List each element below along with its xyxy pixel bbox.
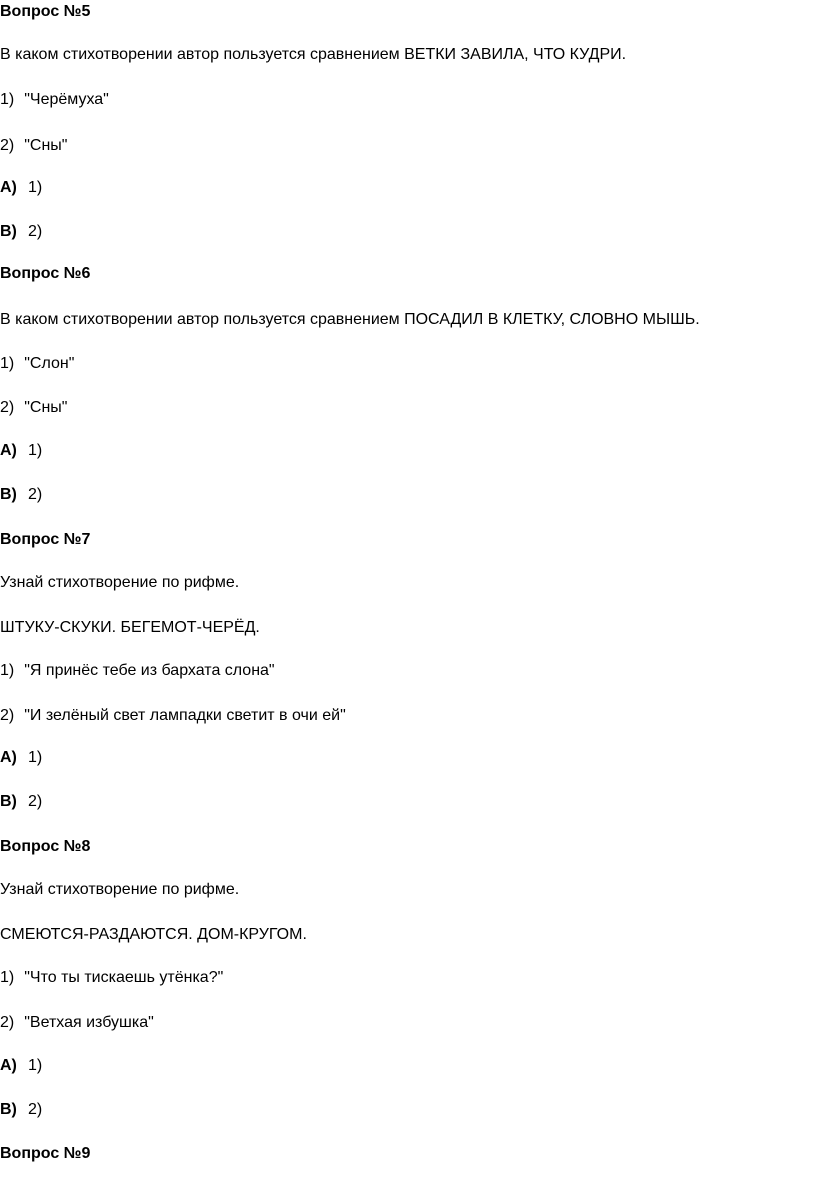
option-item xyxy=(0,136,67,156)
question-title: Вопрос №8 xyxy=(0,838,91,855)
question-title: Вопрос №6 xyxy=(0,265,91,282)
option-number: 2) xyxy=(0,1014,15,1031)
option-number: 2) xyxy=(0,137,15,154)
option-item xyxy=(0,661,275,681)
answer-value: 1) xyxy=(28,1057,43,1074)
answer-item xyxy=(0,748,42,768)
answer-value: 1) xyxy=(28,442,43,459)
option-item xyxy=(0,90,109,110)
option-item xyxy=(0,968,223,988)
answer-label: A) xyxy=(0,179,17,196)
answer-item xyxy=(0,1056,42,1076)
option-text: "И зелёный свет лампадки светит в очи ей" xyxy=(24,707,346,724)
answer-item xyxy=(0,792,42,812)
answer-value: 1) xyxy=(28,179,43,196)
option-text: "Что ты тискаешь утёнка?" xyxy=(24,969,224,986)
option-number: 1) xyxy=(0,355,15,372)
option-item xyxy=(0,354,74,374)
answer-value: 1) xyxy=(28,749,43,766)
option-text: "Слон" xyxy=(24,355,75,372)
option-text: "Сны" xyxy=(24,399,68,416)
option-item xyxy=(0,398,67,418)
option-item xyxy=(0,1013,154,1033)
option-number: 2) xyxy=(0,399,15,416)
question-title: Вопрос №5 xyxy=(0,3,91,20)
answer-value: 2) xyxy=(28,223,43,240)
answer-value: 2) xyxy=(28,1101,43,1118)
question-title: Вопрос №9 xyxy=(0,1145,91,1162)
answer-label: A) xyxy=(0,1057,17,1074)
option-item xyxy=(0,706,346,726)
answer-item xyxy=(0,441,42,461)
answer-item xyxy=(0,485,42,505)
option-number: 1) xyxy=(0,969,15,986)
answer-value: 2) xyxy=(28,486,43,503)
option-number: 2) xyxy=(0,707,15,724)
answer-item xyxy=(0,222,42,242)
question-prompt: В каком стихотворении автор пользуется сравнением ВЕТКИ ЗАВИЛА, ЧТО КУДРИ. xyxy=(0,46,627,63)
question-rhyme: ШТУКУ-СКУКИ. БЕГЕМОТ-ЧЕРЁД. xyxy=(0,619,260,636)
answer-label: B) xyxy=(0,486,17,503)
answer-item xyxy=(0,178,42,198)
answer-label: A) xyxy=(0,749,17,766)
answer-label: B) xyxy=(0,1101,17,1118)
answer-label: B) xyxy=(0,793,17,810)
answer-label: A) xyxy=(0,442,17,459)
option-number: 1) xyxy=(0,91,15,108)
question-rhyme: СМЕЮТСЯ-РАЗДАЮТСЯ. ДОМ-КРУГОМ. xyxy=(0,926,307,943)
question-prompt: Узнай стихотворение по рифме. xyxy=(0,574,240,591)
option-text: "Черёмуха" xyxy=(24,91,109,108)
option-text: "Я принёс тебе из бархата слона" xyxy=(24,662,275,679)
question-title: Вопрос №7 xyxy=(0,531,91,548)
answer-value: 2) xyxy=(28,793,43,810)
answer-item xyxy=(0,1100,42,1120)
question-prompt: В каком стихотворении автор пользуется сравнением ПОСАДИЛ В КЛЕТКУ, СЛОВНО МЫШЬ. xyxy=(0,311,700,328)
answer-label: B) xyxy=(0,223,17,240)
question-prompt: Узнай стихотворение по рифме. xyxy=(0,881,240,898)
option-text: "Сны" xyxy=(24,137,68,154)
option-number: 1) xyxy=(0,662,15,679)
option-text: "Ветхая избушка" xyxy=(24,1014,154,1031)
